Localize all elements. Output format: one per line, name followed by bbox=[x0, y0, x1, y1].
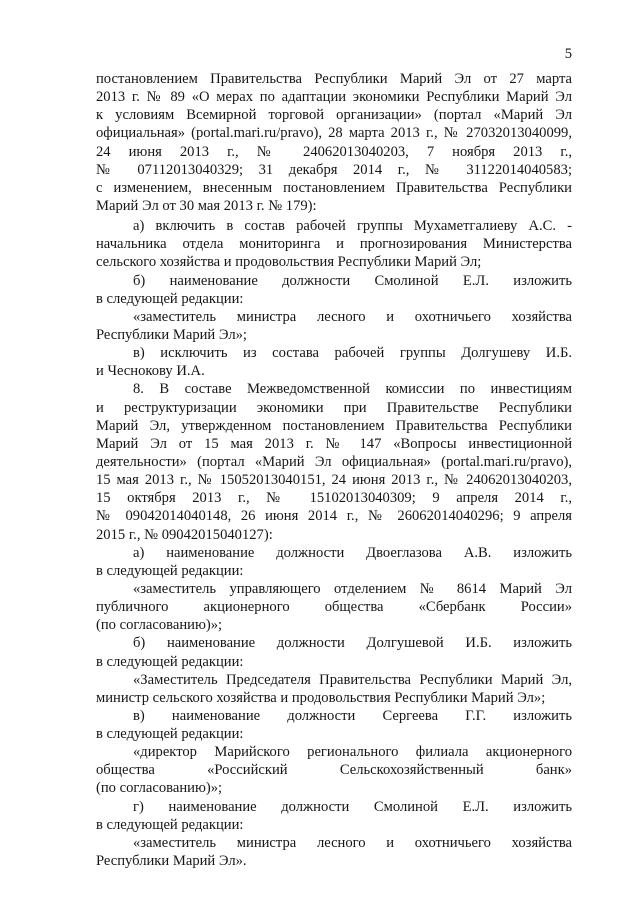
paragraph-item-c-rename bbox=[96, 707, 572, 743]
text-line: деятельности» (портал «Марий Эл официальная» (portal.mari.ru/pravo), bbox=[96, 453, 572, 470]
text-line: «заместитель министра лесного и охотничьего хозяйства bbox=[133, 308, 572, 325]
text-line: 15 мая 2013 г., № 15052013040151, 24 июня 2013 г., № 24062013040203, bbox=[96, 472, 572, 489]
text-line: «заместитель министра лесного и охотничьего хозяйства bbox=[133, 834, 572, 851]
text-line: «директор Марийского регионального филиала акционерного bbox=[133, 744, 572, 761]
text-line: с изменением, внесенным постановлением Правительства Республики bbox=[96, 179, 572, 196]
paragraph-item-c-exclude bbox=[96, 344, 572, 380]
paragraph-item-a-include bbox=[96, 217, 572, 271]
text-line: постановлением Правительства Республики Марий Эл от 27 марта bbox=[96, 71, 572, 87]
text-line: к условиям Всемирной торговой организации» (портал «Марий Эл bbox=[96, 107, 572, 124]
text-line: «Заместитель Председателя Правительства Республики Марий Эл, bbox=[133, 671, 572, 688]
text-line: (по согласованию)»; bbox=[96, 780, 223, 797]
paragraph-item-b-rename bbox=[96, 272, 572, 308]
text-line: а) наименование должности Двоеглазова А.В. изложить bbox=[133, 544, 572, 561]
text-line: в следующей редакции: bbox=[96, 290, 244, 307]
text-line: 24 июня 2013 г., № 24062013040203, 7 ноября 2013 г., bbox=[96, 143, 572, 160]
page-number: 5 bbox=[564, 46, 572, 62]
text-line: в) наименование должности Сергеева Г.Г. изложить bbox=[133, 707, 572, 724]
paragraph-section-8 bbox=[96, 380, 572, 543]
paragraph-quote-rosselkhozbank bbox=[96, 743, 572, 797]
text-line: министр сельского хозяйства и продовольствия Республики Марий Эл»; bbox=[96, 689, 546, 706]
text-line: 2015 г., № 09042015040127): bbox=[96, 526, 273, 543]
paragraph-item-a-rename bbox=[96, 544, 572, 580]
text-line: б) наименование должности Смолиной Е.Л. изложить bbox=[133, 272, 572, 289]
text-line: «заместитель управляющего отделением № 8614 Марий Эл bbox=[133, 580, 572, 597]
text-line: и Чеснокову И.А. bbox=[96, 363, 205, 380]
text-line: 8. В составе Межведомственной комиссии по инвестициям bbox=[133, 381, 572, 398]
text-line: в следующей редакции: bbox=[96, 653, 244, 670]
paragraph-item-d-rename bbox=[96, 798, 572, 834]
paragraph-quote-sberbank bbox=[96, 580, 572, 634]
text-line: Марий Эл, утвержденном постановлением Правительства Республики bbox=[96, 417, 572, 434]
text-line: б) наименование должности Долгушевой И.Б. изложить bbox=[133, 635, 572, 652]
text-line: публичного акционерного общества «Сбербанк России» bbox=[96, 599, 572, 616]
text-line: Марий Эл от 30 мая 2013 г. № 179): bbox=[96, 197, 317, 214]
text-line: и реструктуризации экономики при Правительстве Республики bbox=[96, 399, 572, 416]
paragraph-intro-citation bbox=[96, 70, 572, 215]
text-line: в следующей редакции: bbox=[96, 562, 244, 579]
text-line: № 07112013040329; 31 декабря 2014 г., № 31122014040583; bbox=[96, 161, 572, 178]
text-line: официальная» (portal.mari.ru/pravo), 28 марта 2013 г., № 27032013040099, bbox=[96, 125, 572, 142]
text-line: сельского хозяйства и продовольствия Республики Марий Эл; bbox=[96, 254, 482, 271]
text-line: (по согласованию)»; bbox=[96, 617, 223, 634]
text-line: в следующей редакции: bbox=[96, 816, 244, 833]
paragraph-item-b-rename-2 bbox=[96, 634, 572, 670]
text-line: Марий Эл от 15 мая 2013 г. № 147 «Вопросы инвестиционной bbox=[96, 435, 572, 452]
text-line: в следующей редакции: bbox=[96, 726, 244, 743]
text-line: 15 октября 2013 г., № 15102013040309; 9 апреля 2014 г., bbox=[96, 490, 572, 507]
document-body bbox=[96, 70, 572, 870]
text-line: 2013 г. № 89 «О мерах по адаптации экономики Республики Марий Эл bbox=[96, 89, 572, 106]
text-line: Республики Марий Эл». bbox=[96, 853, 247, 870]
paragraph-quote-deputy-minister bbox=[96, 308, 572, 344]
paragraph-quote-deputy-minister-2 bbox=[96, 834, 572, 870]
paragraph-quote-deputy-chairman bbox=[96, 671, 572, 707]
text-line: общества «Российский Сельскохозяйственный банк» bbox=[96, 762, 572, 779]
text-line: а) включить в состав рабочей группы Мухаметгалиеву А.С. - bbox=[133, 218, 572, 235]
text-line: № 09042014040148, 26 июня 2014 г., № 26062014040296; 9 апреля bbox=[96, 508, 572, 525]
text-line: начальника отдела мониторинга и прогнозирования Министерства bbox=[96, 236, 572, 253]
text-line: Республики Марий Эл»; bbox=[96, 326, 247, 343]
text-line: в) исключить из состава рабочей группы Долгушеву И.Б. bbox=[133, 345, 572, 362]
text-line: г) наименование должности Смолиной Е.Л. изложить bbox=[133, 798, 572, 815]
